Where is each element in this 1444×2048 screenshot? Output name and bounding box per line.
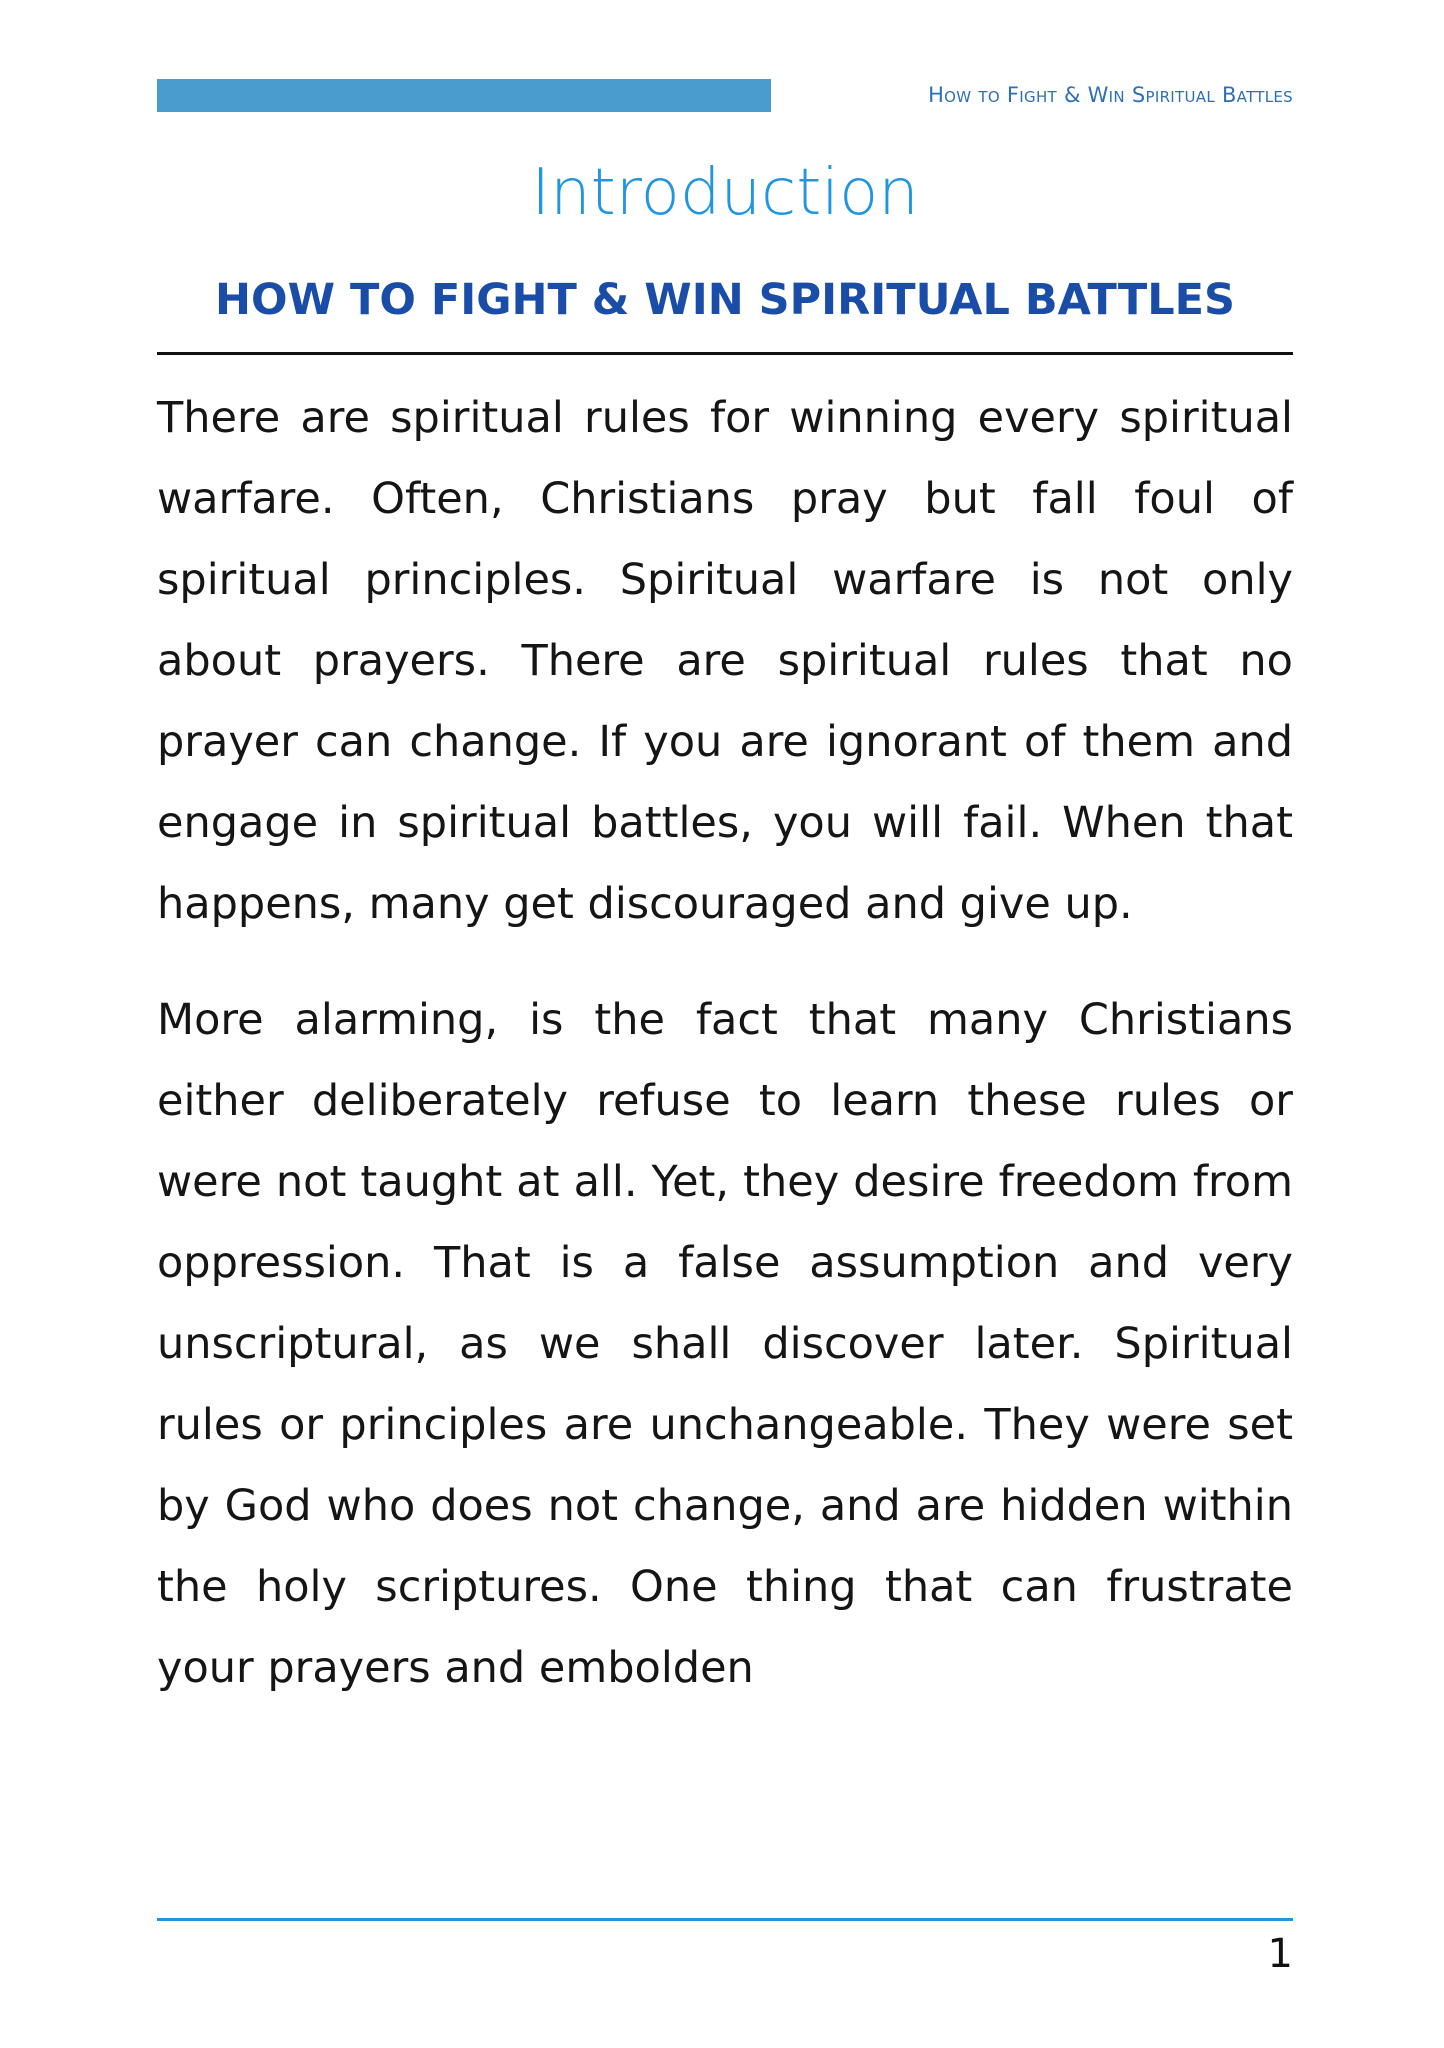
chapter-subtitle: HOW TO FIGHT & WIN SPIRITUAL BATTLES	[215, 275, 1235, 325]
header-accent-bar	[157, 79, 771, 112]
title-divider	[157, 352, 1293, 355]
body-text	[157, 378, 1293, 1744]
body-paragraph-1: There are spiritual rules for winning every spiritual warfare. Often, Christians pray but fall foul of spiritual principles. Spiritual warfare is not only about prayers. There are spiritual rules that no prayer can change. If you are ignorant of them and engage in spiritual battles, you will fail. When that happens, many get discouraged and give up.	[157, 393, 1293, 929]
page-number: 1	[1267, 1931, 1293, 1977]
body-paragraph-2: More alarming, is the fact that many Christians either deliberately refuse to learn these rules or were not taught at all. Yet, they desire freedom from oppression. That is a false assumption and very unscriptural, as we shall discover later. Spiritual rules or principles are unchangeable. They were set by God who does not change, and are hidden within the holy scriptures. One thing that can frustrate your prayers and embolden	[157, 995, 1293, 1693]
footer-divider	[157, 1918, 1293, 1921]
chapter-title: Introduction	[531, 156, 919, 230]
running-header-title: How to Fight & Win Spiritual Battles	[928, 83, 1293, 107]
